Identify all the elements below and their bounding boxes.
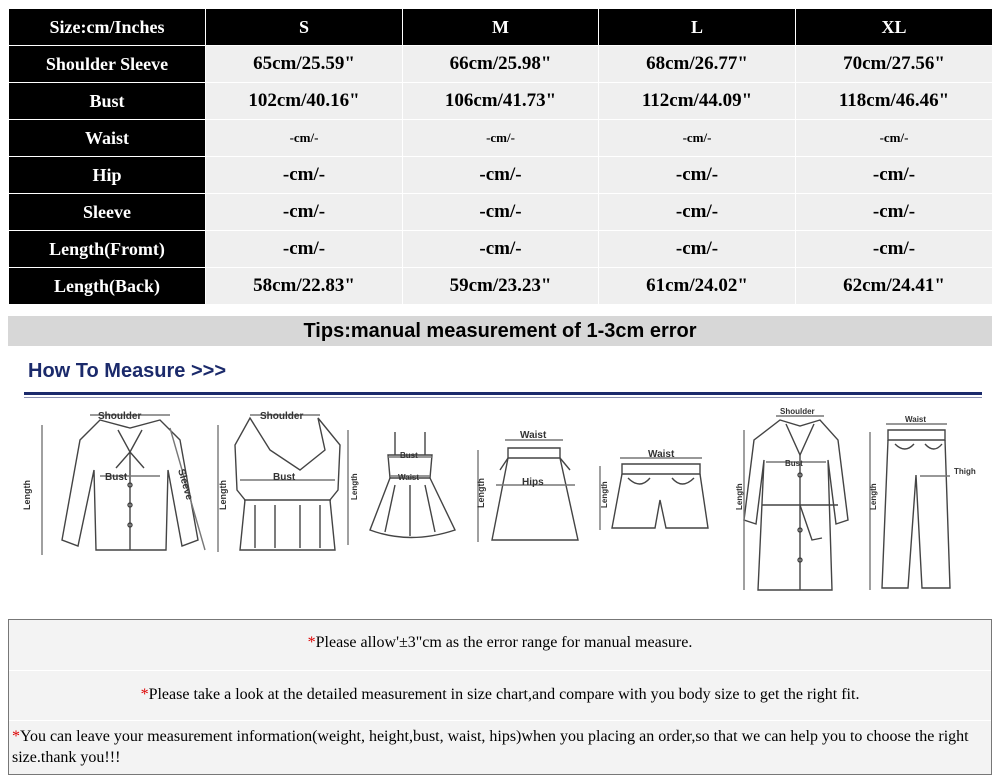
note-leave-info bbox=[12, 726, 994, 768]
table-cell: -cm/- bbox=[796, 194, 993, 231]
table-cell: 59cm/23.23" bbox=[403, 268, 599, 305]
table-cell: -cm/- bbox=[599, 157, 796, 194]
table-cell: -cm/- bbox=[403, 231, 599, 268]
shorts-illustration bbox=[600, 458, 708, 530]
table-cell: -cm/- bbox=[796, 157, 993, 194]
table-row bbox=[9, 268, 993, 305]
note-divider bbox=[9, 670, 991, 671]
table-cell: -cm/- bbox=[599, 120, 796, 157]
table-row bbox=[9, 157, 993, 194]
label-length: Length bbox=[600, 481, 609, 508]
label-waist: Waist bbox=[520, 430, 547, 441]
table-row bbox=[9, 194, 993, 231]
table-cell: 102cm/40.16" bbox=[206, 83, 403, 120]
tips-banner: Tips:manual measurement of 1-3cm error bbox=[8, 316, 992, 346]
table-cell: 58cm/22.83" bbox=[206, 268, 403, 305]
label-bust: Bust bbox=[105, 472, 128, 483]
row-label-shoulder-sleeve: Shoulder Sleeve bbox=[9, 46, 206, 83]
notes-box bbox=[8, 619, 992, 775]
table-cell: 106cm/41.73" bbox=[403, 83, 599, 120]
table-cell: 66cm/25.98" bbox=[403, 46, 599, 83]
table-cell: -cm/- bbox=[796, 231, 993, 268]
note-size-chart bbox=[9, 686, 991, 704]
label-length: Length bbox=[476, 478, 486, 508]
table-cell: -cm/- bbox=[403, 157, 599, 194]
size-chart-table bbox=[8, 8, 993, 305]
table-cell: 61cm/24.02" bbox=[599, 268, 796, 305]
label-length: Length bbox=[218, 480, 228, 510]
note-text: Please take a look at the detailed measurement in size chart,and compare with you body size to get the right fit. bbox=[148, 686, 860, 703]
label-bust: Bust bbox=[273, 472, 296, 483]
note-error-range bbox=[9, 634, 991, 652]
tank-top-illustration bbox=[218, 415, 340, 552]
table-row bbox=[9, 83, 993, 120]
table-row bbox=[9, 46, 993, 83]
table-cell: 112cm/44.09" bbox=[599, 83, 796, 120]
note-divider bbox=[9, 720, 991, 721]
table-row bbox=[9, 120, 993, 157]
label-sleeve: Sleeve bbox=[175, 467, 195, 502]
pants-illustration bbox=[870, 424, 950, 590]
label-shoulder: Shoulder bbox=[98, 411, 142, 422]
label-shoulder: Shoulder bbox=[780, 407, 815, 416]
label-length: Length bbox=[350, 473, 359, 500]
row-label-length-back: Length(Back) bbox=[9, 268, 206, 305]
heading-divider-thin bbox=[24, 397, 982, 398]
label-length: Length bbox=[869, 483, 878, 510]
table-cell: 70cm/27.56" bbox=[796, 46, 993, 83]
label-bust: Bust bbox=[400, 451, 418, 460]
label-hips: Hips bbox=[522, 477, 544, 488]
size-chart-header-row bbox=[9, 9, 993, 46]
label-waist: Waist bbox=[398, 473, 420, 482]
note-star: * bbox=[307, 634, 316, 651]
table-cell: 118cm/46.46" bbox=[796, 83, 993, 120]
header-size-l: L bbox=[599, 9, 796, 46]
header-size-s: S bbox=[206, 9, 403, 46]
label-waist: Waist bbox=[648, 449, 675, 460]
dress-illustration bbox=[348, 430, 455, 545]
label-length: Length bbox=[735, 483, 744, 510]
row-label-sleeve: Sleeve bbox=[9, 194, 206, 231]
label-thigh: Thigh bbox=[954, 467, 976, 476]
measurement-illustrations bbox=[0, 400, 1000, 610]
label-shoulder: Shoulder bbox=[260, 411, 304, 422]
note-star: * bbox=[140, 686, 149, 703]
table-cell: -cm/- bbox=[599, 231, 796, 268]
table-cell: -cm/- bbox=[206, 231, 403, 268]
note-star: * bbox=[12, 728, 20, 745]
table-cell: -cm/- bbox=[206, 194, 403, 231]
how-to-measure-heading: How To Measure >>> bbox=[28, 360, 227, 382]
table-cell: 62cm/24.41" bbox=[796, 268, 993, 305]
table-cell: -cm/- bbox=[796, 120, 993, 157]
header-size-xl: XL bbox=[796, 9, 993, 46]
table-cell: -cm/- bbox=[403, 194, 599, 231]
header-size-unit: Size:cm/Inches bbox=[9, 9, 206, 46]
row-label-waist: Waist bbox=[9, 120, 206, 157]
label-bust: Bust bbox=[785, 459, 803, 468]
heading-divider bbox=[24, 392, 982, 395]
table-cell: -cm/- bbox=[206, 157, 403, 194]
table-cell: -cm/- bbox=[206, 120, 403, 157]
header-size-m: M bbox=[403, 9, 599, 46]
table-cell: 68cm/26.77" bbox=[599, 46, 796, 83]
table-row bbox=[9, 231, 993, 268]
row-label-bust: Bust bbox=[9, 83, 206, 120]
label-waist: Waist bbox=[905, 415, 927, 424]
row-label-length-front: Length(Fromt) bbox=[9, 231, 206, 268]
row-label-hip: Hip bbox=[9, 157, 206, 194]
table-cell: -cm/- bbox=[599, 194, 796, 231]
coat-illustration bbox=[744, 416, 848, 590]
skirt-illustration bbox=[478, 440, 578, 542]
label-length: Length bbox=[22, 480, 32, 510]
note-text: Please allow'±3"cm as the error range for manual measure. bbox=[315, 634, 693, 651]
table-cell: 65cm/25.59" bbox=[206, 46, 403, 83]
table-cell: -cm/- bbox=[403, 120, 599, 157]
note-text: You can leave your measurement information(weight, height,bust, waist, hips)when you placing an order,so that we can help you to choose the right size.thank you!!! bbox=[12, 728, 969, 766]
